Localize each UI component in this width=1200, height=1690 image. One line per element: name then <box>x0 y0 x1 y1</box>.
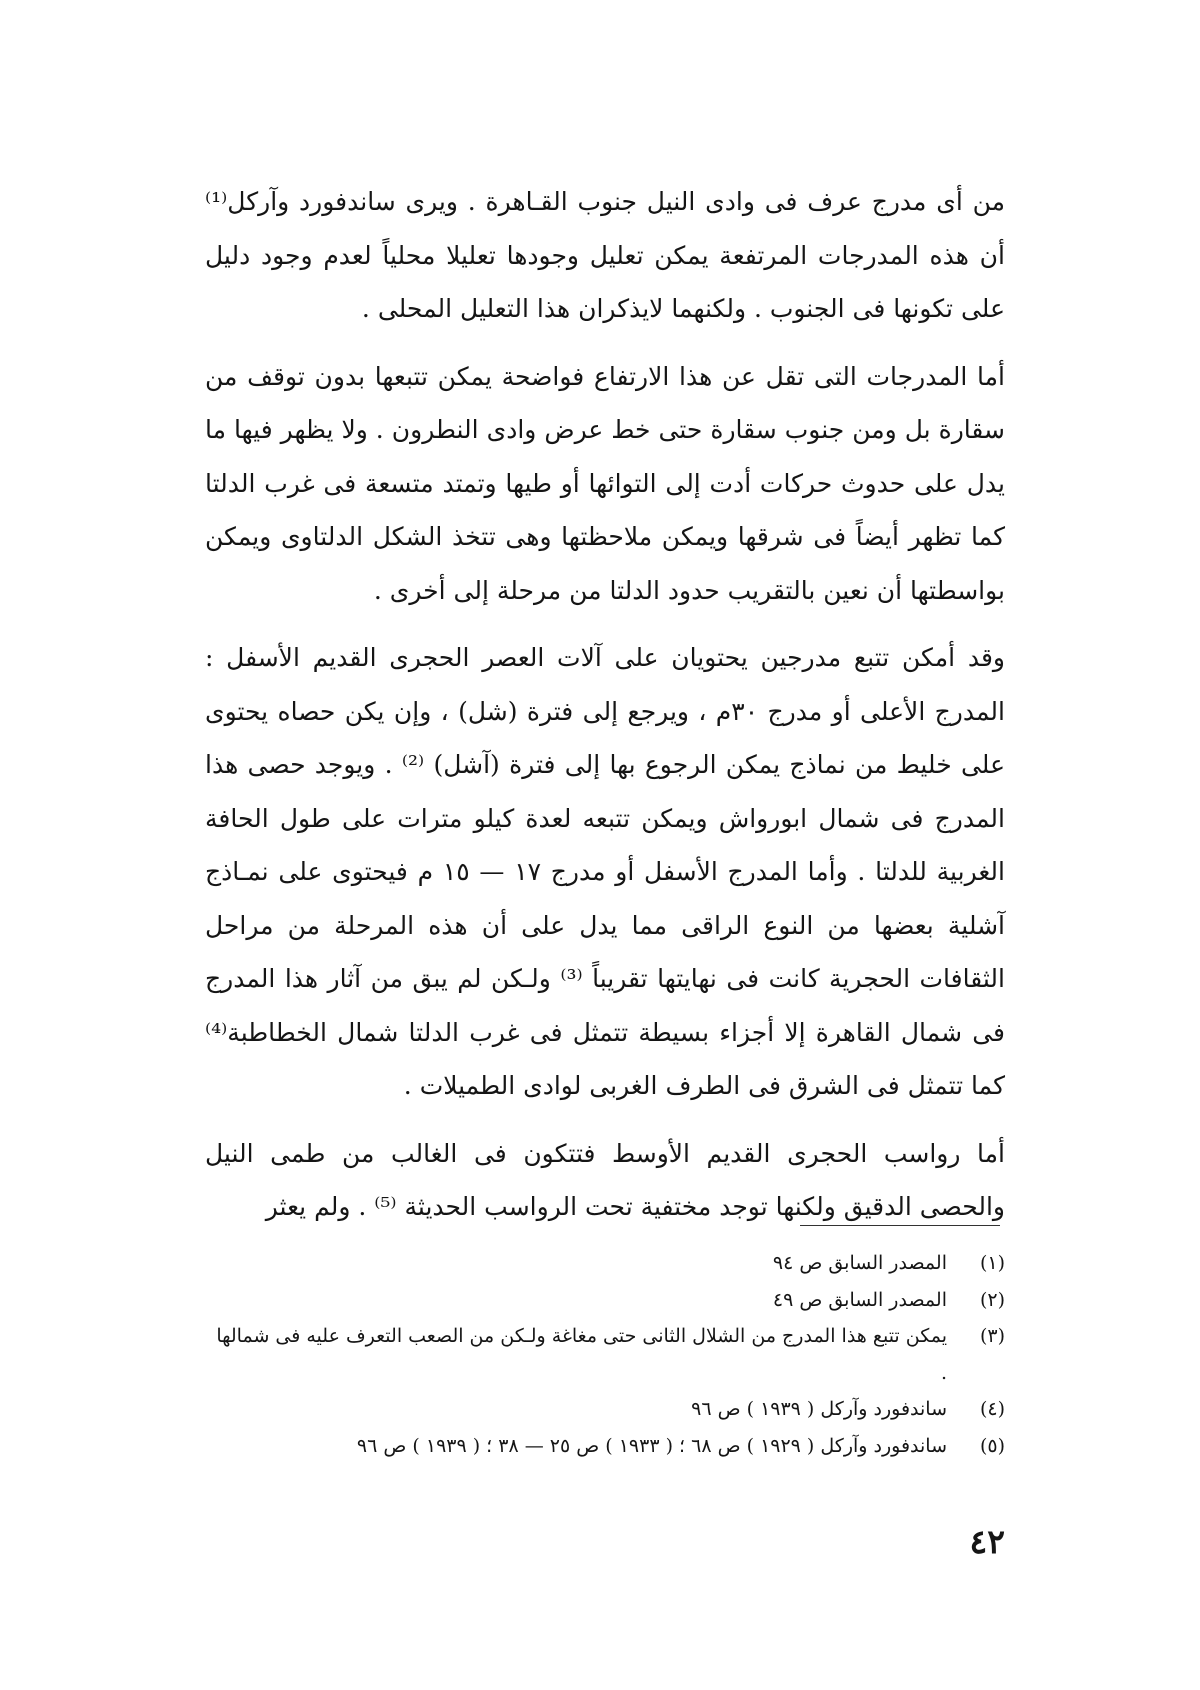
footnote-number: (٢) <box>979 1288 1005 1311</box>
footnote-number: (٥) <box>979 1434 1005 1457</box>
paragraph-middle-paleolithic-deposits: أما رواسب الحجرى القديم الأوسط فتتكون فى الغالب من طمى النيل والحصى الدقيق ولكنها توجد مختفية تحت الرواسب الحديثة ⁽⁵⁾ . ولم يعثر <box>205 1138 1005 1221</box>
footnote-number: (٣) <box>979 1325 1005 1347</box>
body-text <box>205 175 1005 1234</box>
footnote-text: المصدر السابق ص ٤٩ <box>772 1288 947 1311</box>
paragraph-terraces-south-cairo: من أى مدرج عرف فى وادى النيل جنوب القـاهرة . ويرى ساندفورد وآركل⁽¹⁾ أن هذه المدرجات المرتفعة يمكن تعليل وجودها تعليلا محلياً لعدم وجود دليل على تكونها فى الجنوب . ولكنهما لايذكران هذا التعليل المحلى . <box>205 187 1005 323</box>
page-number: ٤٢ <box>969 1522 1005 1561</box>
footnote-text: ساندفورد وآركل ( ١٩٣٩ ) ص ٩٦ <box>691 1398 947 1420</box>
footnote-5 <box>205 1428 1005 1465</box>
footnote-text: المصدر السابق ص ٩٤ <box>772 1252 947 1274</box>
paragraph-lower-terraces: أما المدرجات التى تقل عن هذا الارتفاع فواضحة يمكن تتبعها بدون توقف من سقارة بل ومن جنوب سقارة حتى خط عرض وادى النطرون . ولا يظهر فيها ما يدل على حدوث حركات أدت إلى التوائها أو طيها وتمتد متسعة فى غرب الدلتا كما تظهر أيضاً فى شرقها ويمكن ملاحظتها وهى تتخذ الشكل الدلتاوى ويمكن بواسطتها أن نعين بالتقريب حدود الدلتا من مرحلة إلى أخرى . <box>205 361 1005 605</box>
footnote-divider <box>800 1225 1000 1226</box>
footnote-2 <box>205 1282 1005 1319</box>
footnote-4 <box>205 1391 1005 1428</box>
footnote-number: (٤) <box>979 1398 1005 1420</box>
footnote-text: ساندفورد وآركل ( ١٩٢٩ ) ص ٦٨ ؛ ( ١٩٣٣ ) ص ٢٥ — ٣٨ ؛ ( ١٩٣٩ ) ص ٩٦ <box>356 1434 947 1457</box>
footnote-1 <box>205 1245 1005 1282</box>
paragraph-lower-paleolithic-terraces: وقد أمكن تتبع مدرجين يحتويان على آلات العصر الحجرى القديم الأسفل : المدرج الأعلى أو مدرج ٣٠م ، ويرجع إلى فترة (شل) ، وإن يكن حصاه يحتوى على خليط من نماذج يمكن الرجوع بها إلى فترة (آشل) ⁽²⁾ . ويوجد حصى هذا المدرج فى شمال ابورواش ويمكن تتبعه لعدة كيلو مترات على طول الحافة الغربية للدلتا . وأما المدرج الأسفل أو مدرج ١٧ — ١٥ م فيحتوى على نمـاذج آشلية بعضها من النوع الراقى مما يدل على أن هذه المرحلة من مراحل الثقافات الحجرية كانت فى نهايتها تقريباً ⁽³⁾ ولـكن لم يبق من آثار هذا المدرج فى شمال القاهرة إلا أجزاء بسيطة تتمثل فى غرب الدلتا شمال الخطاطبة⁽⁴⁾ كما تتمثل فى الشرق فى الطرف الغربى لوادى الطميلات . <box>205 643 1005 1100</box>
footnote-3 <box>205 1318 1005 1391</box>
footnote-number: (١) <box>979 1252 1005 1274</box>
footnotes <box>205 1245 1005 1464</box>
footnote-text: يمكن تتبع هذا المدرج من الشلال الثانى حتى مغاغة ولـكن من الصعب التعرف عليه فى شمالها . <box>216 1325 947 1384</box>
